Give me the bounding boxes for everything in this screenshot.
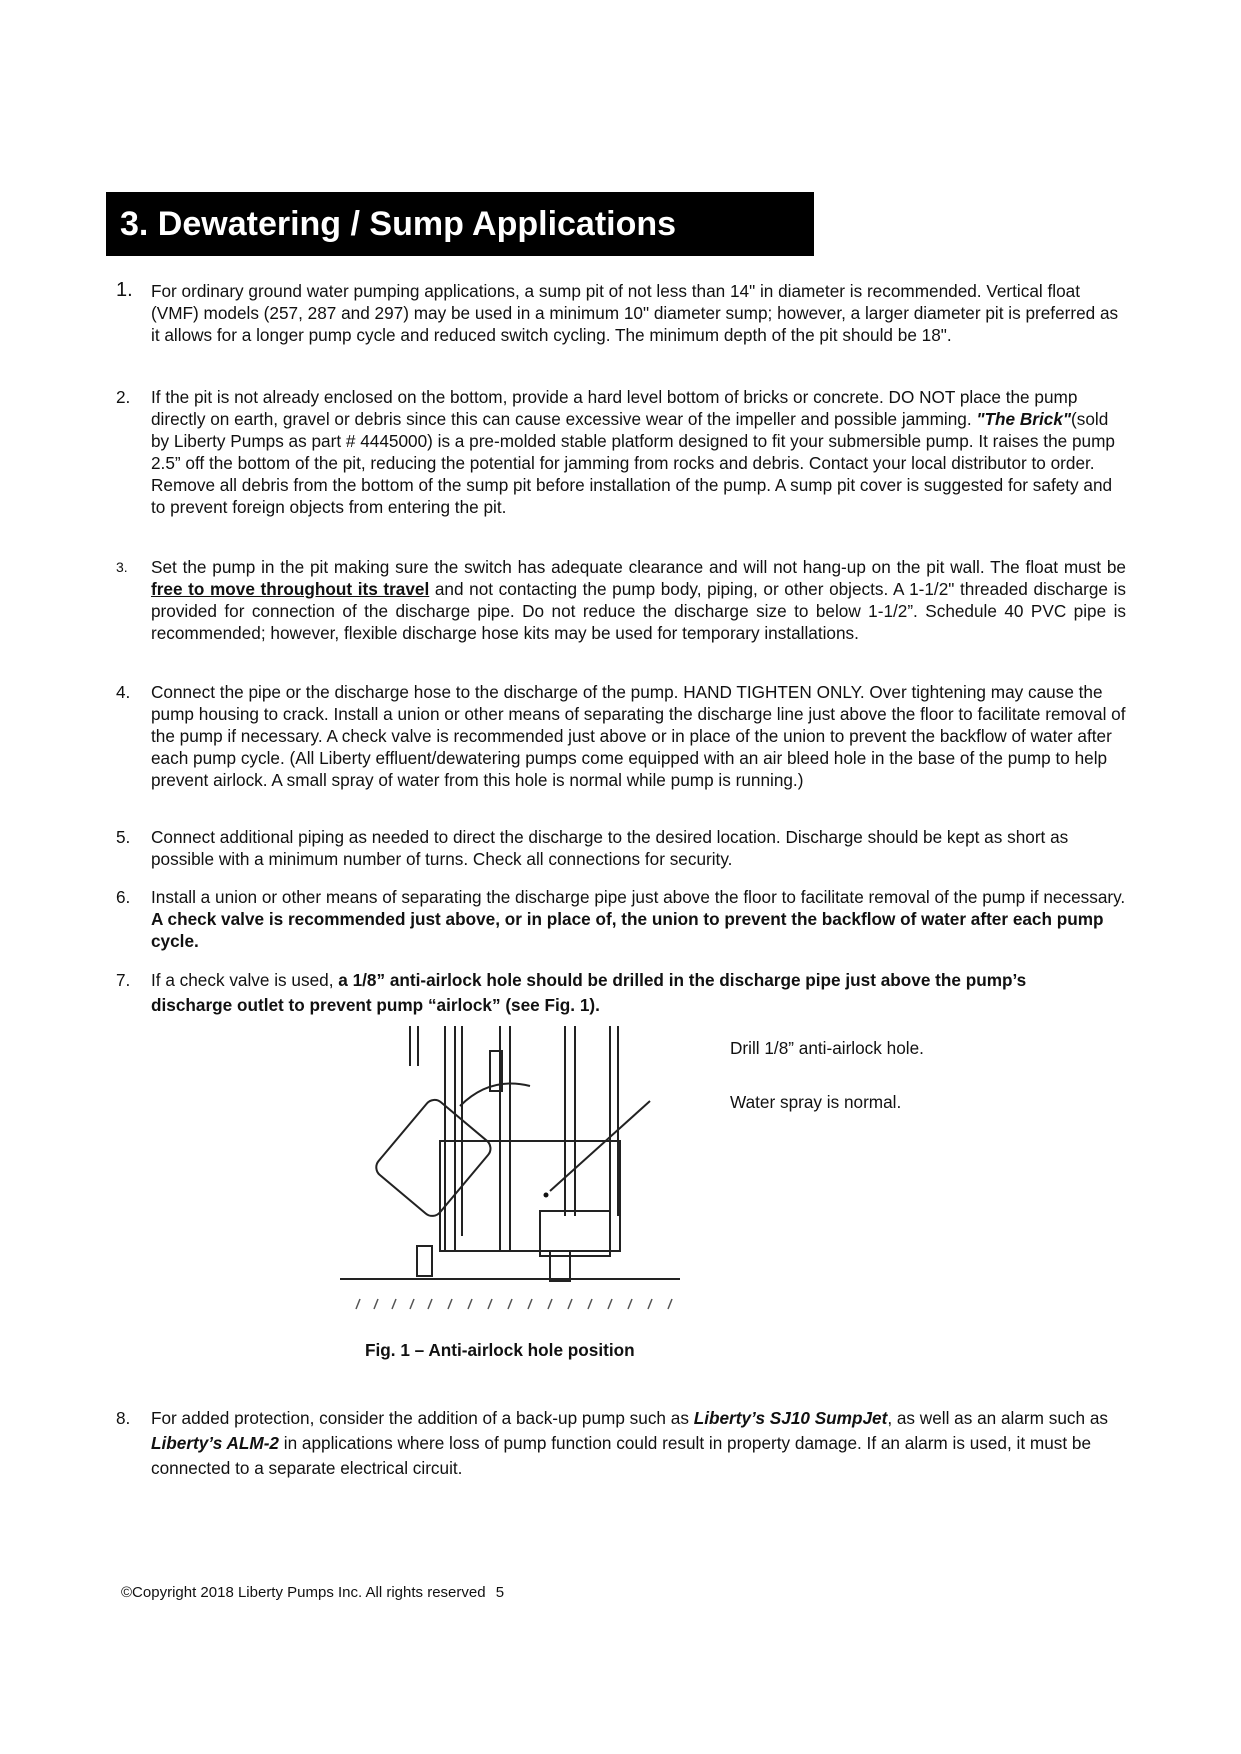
step-3: [116, 556, 1126, 644]
anti-airlock-figure: [340, 1026, 700, 1336]
step-number: 1.: [116, 279, 133, 301]
section-heading-banner: [106, 192, 814, 256]
copyright-text: ©Copyright 2018 Liberty Pumps Inc. All rights reserved: [121, 1584, 486, 1601]
figure-callout-spray: Water spray is normal.: [730, 1092, 902, 1112]
step-text: Install a union or other means of separating the discharge pipe just above the floor to facilitate removal of the pump if necessary. A check valve is recommended just above, or in place of, the union to prevent the backflow of water after each pump cycle.: [151, 887, 1126, 951]
step-number: 4.: [116, 682, 131, 702]
page-number: 5: [495, 1584, 505, 1601]
ground-hatching: [356, 1299, 672, 1309]
the-brick-product: "The Brick": [976, 409, 1072, 429]
step-5: [116, 826, 1126, 870]
step-4: [116, 681, 1126, 791]
pump-body: [440, 1141, 620, 1251]
figure-callout-drill: Drill 1/8” anti-airlock hole.: [730, 1038, 924, 1058]
step-number: 5.: [116, 827, 131, 847]
step-text: For ordinary ground water pumping applications, a sump pit of not less than 14" in diameter is recommended. Vertical float (VMF) models (257, 287 and 297) may be used in a minimum 10" diameter sump; however, a larger diameter pit is preferred as it allows for a longer pump cycle and reduced switch cycling. The minimum depth of the pit should be 18".: [151, 281, 1119, 345]
page-footer: [121, 1584, 504, 1601]
step-text: Connect the pipe or the discharge hose to the discharge of the pump. HAND TIGHTEN ONLY. Over tightening may cause the pump housing to crack. Install a union or other means of separating the discharge line just above the floor to facilitate removal of the pump if necessary. A check valve is recommended just above or in place of the union to prevent the backflow of water after each pump cycle. (All Liberty effluent/dewatering pumps come equipped with an air bleed hole in the base of the pump to help prevent airlock. A small spray of water from this hole is normal while pump is running.): [151, 682, 1126, 790]
step-text: Set the pump in the pit making sure the switch has adequate clearance and will not hang-up on the pit wall. The float must be free to move throughout its travel and not contacting the pump body, piping, or other objects. A 1-1/2" threaded discharge is provided for connection of the discharge pipe. Do not reduce the discharge size to below 1-1/2”. Schedule 40 PVC pipe is recommended; however, flexible discharge hose kits may be used for temporary installations.: [151, 557, 1126, 643]
float-cord: [460, 1084, 530, 1107]
step-number: 3.: [116, 559, 128, 575]
step-text: If a check valve is used, a 1/8” anti-airlock hole should be drilled in the discharge pipe just above the pump’s discharge outlet to prevent pump “airlock” (see Fig. 1).: [151, 970, 1027, 1015]
section-title: 3. Dewatering / Sump Applications: [120, 204, 677, 243]
figure-caption: Fig. 1 – Anti-airlock hole position: [365, 1340, 635, 1360]
airlock-hole-dot: [544, 1193, 549, 1198]
float-switch: [372, 1096, 494, 1220]
step-text: For added protection, consider the addition of a back-up pump such as Liberty’s SJ10 SumpJet, as well as an alarm such as Liberty’s ALM-2 in applications where loss of pump function could result in property damage. If an alarm is used, it must be connected to a separate electrical circuit.: [151, 1408, 1108, 1478]
float-emphasis: free to move throughout its travel: [151, 579, 430, 599]
step-number: 8.: [116, 1408, 131, 1428]
step-text: If the pit is not already enclosed on the bottom, provide a hard level bottom of bricks or concrete. DO NOT place the pump directly on earth, gravel or debris since this can cause excessive wear of the impeller and possible jamming. "The Brick"(sold by Liberty Pumps as part # 4445000) is a pre-molded stable platform designed to fit your submersible pump. It raises the pump 2.5” off the bottom of the pit, reducing the potential for jamming from rocks and debris. Contact your local distributor to order. Remove all debris from the bottom of the sump pit before installation of the pump. A sump pit cover is suggested for safety and to prevent foreign objects from entering the pit.: [151, 387, 1115, 517]
product-sumpjet: Liberty’s SJ10 SumpJet: [693, 1408, 888, 1428]
product-alarm: Liberty’s ALM-2: [151, 1433, 279, 1453]
step-number: 7.: [116, 970, 131, 990]
pump-base: [540, 1211, 610, 1256]
step-7: [116, 968, 1126, 1018]
step-8: [116, 1406, 1126, 1481]
step-number: 6.: [116, 887, 131, 907]
step-number: 2.: [116, 387, 131, 407]
step-text: Connect additional piping as needed to direct the discharge to the desired location. Discharge should be kept as short as possible with a minimum number of turns. Check all connections for security.: [151, 827, 1069, 869]
step-6: [116, 886, 1126, 952]
step-1: [116, 280, 1126, 346]
pump-leg: [417, 1246, 432, 1276]
step-2: [116, 386, 1126, 518]
